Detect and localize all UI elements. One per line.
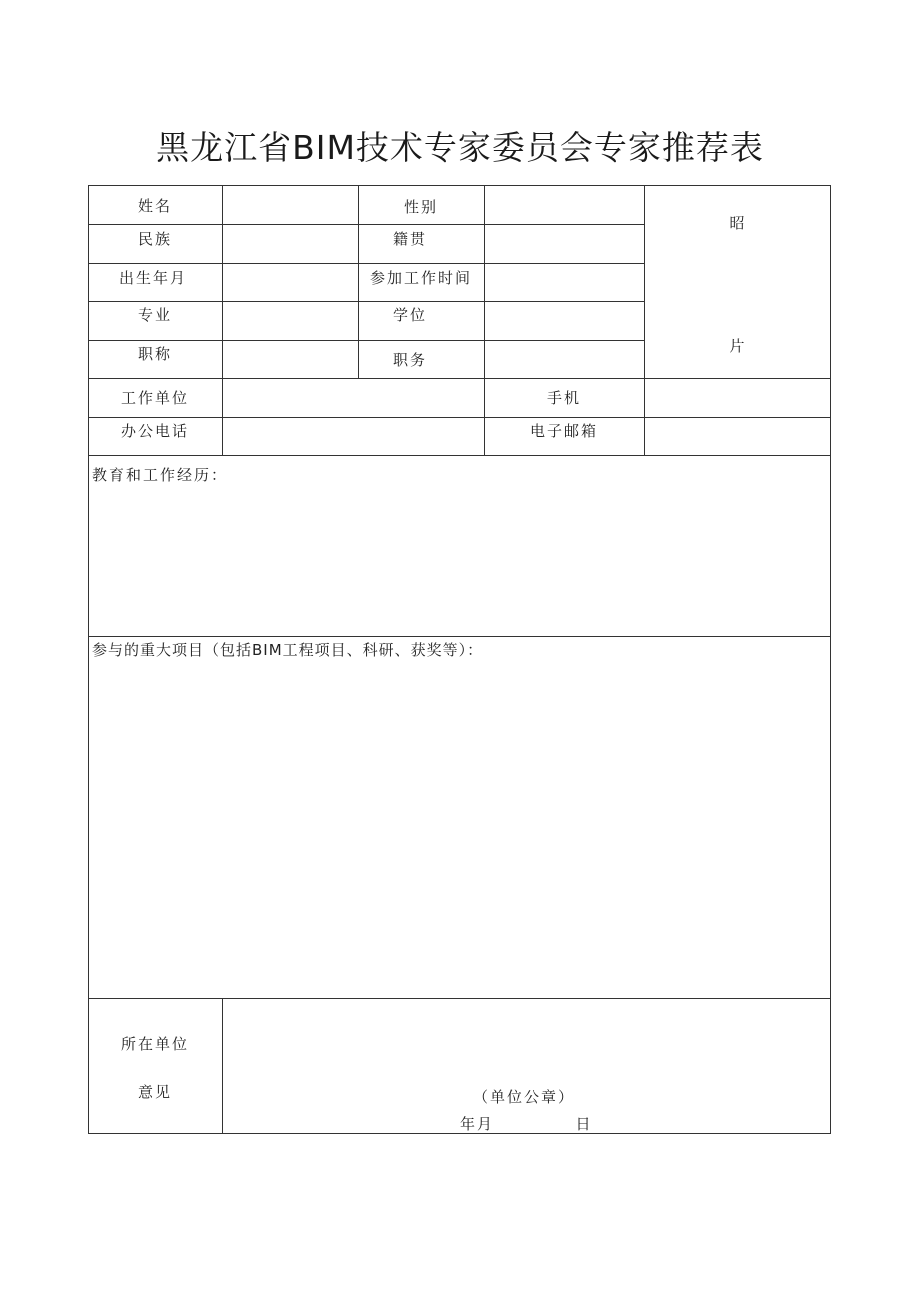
unit-seal-label: （单位公章） <box>472 1088 576 1106</box>
input-employer[interactable] <box>223 379 484 417</box>
date-year-month-label: 年月 <box>459 1115 495 1133</box>
label-major: 专业 <box>137 306 173 324</box>
label-title: 职称 <box>137 345 173 363</box>
label-unit-opinion-line1: 所在单位 <box>120 1035 190 1053</box>
rule-col2 <box>358 185 359 379</box>
label-work-start: 参加工作时间 <box>369 269 473 287</box>
label-native-place: 籍贯 <box>392 230 428 248</box>
label-employer: 工作单位 <box>120 389 190 407</box>
input-position[interactable] <box>485 341 644 378</box>
label-unit-opinion-line2: 意见 <box>137 1083 173 1101</box>
rule-row7 <box>88 455 831 456</box>
rule-right <box>830 185 831 1134</box>
input-unit-opinion[interactable] <box>223 999 830 1079</box>
input-title[interactable] <box>223 341 358 378</box>
label-email: 电子邮箱 <box>529 422 599 440</box>
label-office-phone: 办公电话 <box>120 422 190 440</box>
photo-label-bottom: 片 <box>729 337 747 355</box>
input-ethnicity[interactable] <box>223 225 358 263</box>
photo-label-top: 昭 <box>729 214 747 232</box>
label-major-projects: 参与的重大项目（包括BIM工程项目、科研、获奖等）： <box>92 641 484 659</box>
input-name[interactable] <box>223 186 358 224</box>
input-degree[interactable] <box>485 302 644 340</box>
label-education-history: 教育和工作经历： <box>92 466 229 484</box>
rule-row8 <box>88 636 831 637</box>
input-major-projects[interactable] <box>89 664 830 997</box>
input-work-start[interactable] <box>485 264 644 301</box>
label-ethnicity: 民族 <box>137 230 173 248</box>
input-email[interactable] <box>645 418 830 455</box>
input-office-phone[interactable] <box>223 418 484 455</box>
input-native-place[interactable] <box>485 225 644 263</box>
label-position: 职务 <box>392 351 428 369</box>
input-mobile[interactable] <box>645 379 830 417</box>
label-mobile: 手机 <box>546 389 582 407</box>
input-education-history[interactable] <box>89 488 830 635</box>
label-birth-date: 出生年月 <box>118 269 188 287</box>
input-major[interactable] <box>223 302 358 340</box>
input-gender[interactable] <box>485 186 644 224</box>
date-day-label: 日 <box>575 1115 593 1133</box>
label-gender: 性别 <box>403 198 439 216</box>
label-degree: 学位 <box>392 306 428 324</box>
form-title: 黑龙江省BIM技术专家委员会专家推荐表 <box>156 128 764 167</box>
input-birth-date[interactable] <box>223 264 358 301</box>
label-name: 姓名 <box>137 197 173 215</box>
